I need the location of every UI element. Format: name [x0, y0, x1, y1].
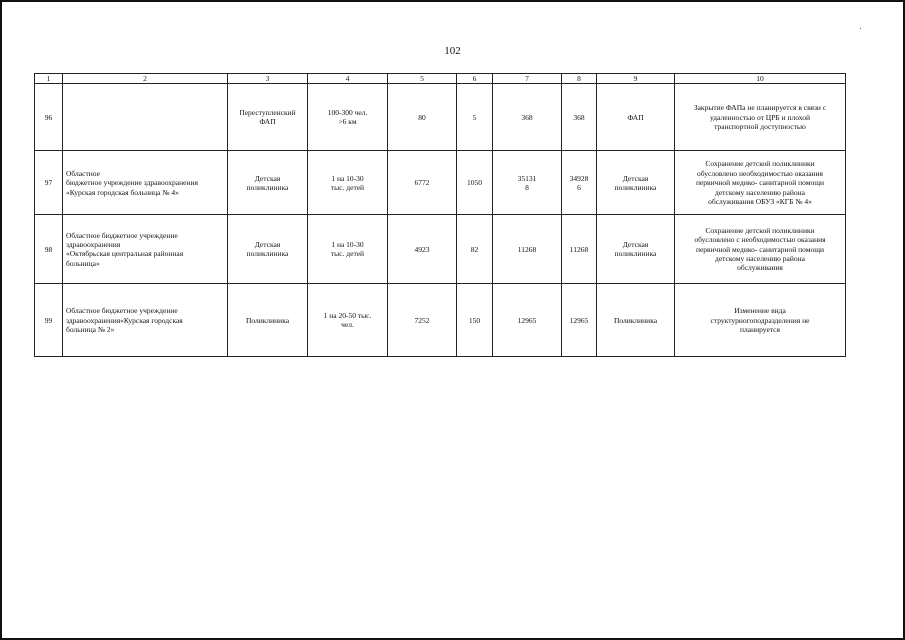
scan-border-top: [0, 0, 905, 2]
table-row: [35, 284, 846, 357]
note-cell: [675, 151, 846, 215]
cell-line: 1 на 10-30: [331, 240, 364, 249]
new-type-cell: [597, 284, 675, 357]
cell-line: Детская: [622, 173, 649, 183]
facilities-table: [34, 73, 846, 357]
col6-cell: 5: [457, 84, 493, 151]
cell-line: Детская: [622, 240, 649, 249]
col8-cell: [562, 284, 597, 357]
cell-line: Поликлиника: [613, 315, 658, 325]
cell-line: чел.: [341, 320, 354, 330]
col8-cell: [562, 151, 597, 215]
col8-cell: [562, 84, 597, 151]
cell-line: первичной медико- санитарной помощи: [695, 244, 825, 254]
unit-type-cell: [228, 215, 308, 284]
cell-line: Поликлиника: [245, 315, 290, 325]
cell-line: 35131: [517, 173, 537, 183]
note-cell: [675, 215, 846, 284]
cell-line: 368: [573, 112, 585, 122]
cell-line: здравоохранения«Курская городская: [66, 315, 183, 325]
col5-cell: 7252: [388, 284, 457, 357]
cell-line: обслуживания: [737, 263, 783, 273]
note-cell: [675, 284, 846, 357]
table-row: [35, 84, 846, 151]
header-row: [35, 74, 846, 84]
new-type-cell: [597, 84, 675, 151]
cell-line: «Курская городская больница № 4»: [66, 187, 179, 197]
col6-cell: 82: [457, 215, 493, 284]
header-cell: 1: [35, 74, 63, 84]
col5-cell: 80: [388, 84, 457, 151]
cell-line: детскому населению района: [715, 254, 805, 264]
cell-line: Сохранение детской поликлиники: [705, 225, 815, 235]
row-number-cell: 99: [35, 284, 63, 357]
organization-cell: [63, 284, 228, 357]
cell-line: Переступленский: [239, 108, 296, 117]
cell-line: первичной медико- санитарной помощи: [695, 178, 825, 188]
norm-cell: [308, 284, 388, 357]
organization-cell: [63, 151, 228, 215]
cell-line: структурногоподразделения не: [710, 315, 810, 325]
header-cell: 6: [457, 74, 493, 84]
scan-border-left: [0, 0, 2, 640]
cell-line: поликлиника: [246, 249, 289, 259]
cell-line: >6 км: [338, 117, 357, 127]
organization-cell: [63, 215, 228, 284]
cell-line: Сохранение детской поликлиники: [705, 159, 815, 169]
cell-line: 6: [577, 182, 581, 192]
row-number-cell: 98: [35, 215, 63, 284]
header-cell: 8: [562, 74, 597, 84]
row-number-cell: 97: [35, 151, 63, 215]
header-cell: 3: [228, 74, 308, 84]
cell-line: ФАП: [627, 112, 644, 122]
unit-type-cell: [228, 84, 308, 151]
cell-line: Детская: [254, 240, 281, 249]
cell-line: Закрытие ФАПа не планируется в связи с: [693, 103, 827, 113]
cell-line: больница № 2»: [66, 325, 115, 335]
organization-cell: [63, 84, 228, 151]
cell-line: Детская: [254, 173, 281, 183]
cell-line: Изменение вида: [734, 306, 786, 316]
cell-line: обусловлено с необходимостью оказания: [694, 235, 826, 245]
col7-cell: [493, 215, 562, 284]
cell-line: бюджетное учреждение здравоохранения: [66, 178, 198, 188]
cell-line: здравоохранения: [66, 240, 121, 249]
header-cell: 5: [388, 74, 457, 84]
cell-line: 100-300 чел.: [327, 108, 368, 117]
new-type-cell: [597, 215, 675, 284]
cell-line: транспортной доступностью: [714, 122, 806, 132]
col8-cell: [562, 215, 597, 284]
norm-cell: [308, 151, 388, 215]
cell-line: тыс. детей: [330, 249, 365, 259]
cell-line: Областное бюджетное учреждение: [66, 230, 178, 240]
norm-cell: [308, 84, 388, 151]
col6-cell: 150: [457, 284, 493, 357]
cell-line: 1 на 20-50 тыс.: [323, 311, 372, 320]
norm-cell: [308, 215, 388, 284]
new-type-cell: [597, 151, 675, 215]
table-row: [35, 215, 846, 284]
header-cell: 2: [63, 74, 228, 84]
cell-line: «Октябрьская центральная районная: [66, 249, 184, 259]
cell-line: Областное: [66, 168, 100, 178]
row-number-cell: 96: [35, 84, 63, 151]
col6-cell: 1050: [457, 151, 493, 215]
col7-cell: [493, 284, 562, 357]
cell-line: 1 на 10-30: [331, 173, 364, 183]
unit-type-cell: [228, 151, 308, 215]
col5-cell: 6772: [388, 151, 457, 215]
cell-line: тыс. детей: [330, 182, 365, 192]
cell-line: 12965: [569, 315, 589, 325]
cell-line: обслуживания ОБУЗ «КГБ № 4»: [708, 196, 812, 206]
cell-line: больница»: [66, 258, 100, 268]
cell-line: поликлиника: [614, 249, 657, 259]
cell-line: 368: [521, 112, 533, 122]
cell-line: 8: [525, 182, 529, 192]
cell-line: планируется: [740, 325, 780, 335]
header-cell: 7: [493, 74, 562, 84]
col5-cell: 4923: [388, 215, 457, 284]
header-cell: 4: [308, 74, 388, 84]
cell-line: 11268: [517, 244, 537, 254]
col7-cell: [493, 84, 562, 151]
page-number: 102: [444, 45, 461, 57]
cell-line: поликлиника: [614, 182, 657, 192]
cell-line: удаленностью от ЦРБ и плохой: [709, 112, 811, 122]
cell-line: 11268: [569, 244, 589, 254]
table-row: [35, 151, 846, 215]
header-cell: 9: [597, 74, 675, 84]
col7-cell: [493, 151, 562, 215]
cell-line: поликлиника: [246, 182, 289, 192]
cell-line: обусловлено необходимостью оказания: [696, 168, 824, 178]
cell-line: ФАП: [259, 117, 276, 127]
cell-line: 12965: [517, 315, 537, 325]
cell-line: 34928: [569, 173, 589, 183]
cell-line: Областное бюджетное учреждение: [66, 306, 178, 316]
scan-speck: [860, 28, 861, 29]
cell-line: детскому населению района: [715, 187, 805, 197]
header-cell: 10: [675, 74, 846, 84]
unit-type-cell: [228, 284, 308, 357]
note-cell: [675, 84, 846, 151]
